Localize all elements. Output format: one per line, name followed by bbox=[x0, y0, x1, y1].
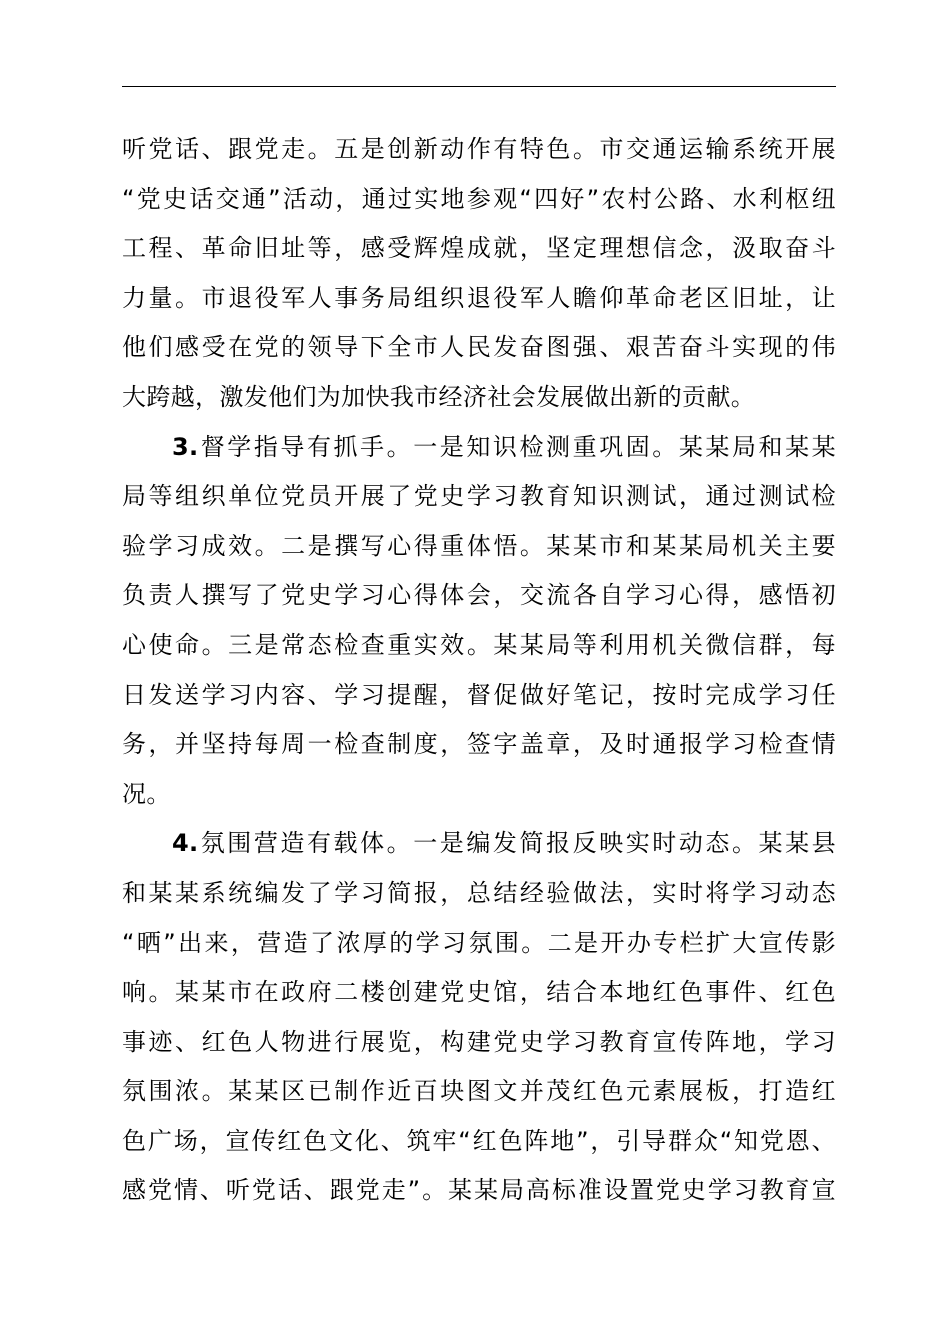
text-line: 力量。市退役军人事务局组织退役军人瞻仰革命老区旧址，让 bbox=[122, 283, 836, 312]
paragraph-number: 4. bbox=[172, 829, 199, 858]
paragraph-first-line bbox=[122, 819, 836, 869]
text-line: 色广场，宣传红色文化、筑牢“红色阵地”，引导群众“知党恩、 bbox=[122, 1126, 836, 1155]
body-text bbox=[122, 125, 836, 1216]
text-line: 负责人撰写了党史学习心得体会，交流各自学习心得，感悟初 bbox=[122, 581, 836, 610]
text-line: 局等组织单位党员开展了党史学习教育知识测试，通过测试检 bbox=[122, 482, 836, 511]
text-line: 工程、革命旧址等，感受辉煌成就，坚定理想信念，汲取奋斗 bbox=[122, 234, 836, 263]
text-line: 验学习成效。二是撰写心得重体悟。某某市和某某局机关主要 bbox=[122, 531, 836, 560]
text-line: 响。某某市在政府二楼创建党史馆，结合本地红色事件、红色 bbox=[122, 978, 836, 1007]
text-line: 况。 bbox=[122, 779, 171, 808]
text-line: “晒”出来，营造了浓厚的学习氛围。二是开办专栏扩大宣传影 bbox=[122, 928, 836, 957]
text-line: “党史话交通”活动，通过实地参观“四好”农村公路、水利枢纽 bbox=[122, 184, 836, 213]
text-line: 心使命。三是常态检查重实效。某某局等利用机关微信群，每 bbox=[122, 630, 836, 659]
text-line: 他们感受在党的领导下全市人民发奋图强、艰苦奋斗实现的伟 bbox=[122, 333, 836, 362]
text-line: 氛围营造有载体。一是编发简报反映实时动态。某某县 bbox=[198, 829, 836, 858]
text-line: 和某某系统编发了学习简报，总结经验做法，实时将学习动态 bbox=[122, 878, 836, 907]
text-line: 大跨越，激发他们为加快我市经济社会发展做出新的贡献。 bbox=[122, 382, 756, 411]
paragraph-number: 3. bbox=[172, 432, 199, 461]
text-line: 务，并坚持每周一检查制度，签字盖章，及时通报学习检查情 bbox=[122, 730, 836, 759]
text-line: 日发送学习内容、学习提醒，督促做好笔记，按时完成学习任 bbox=[122, 680, 836, 709]
text-line: 事迹、红色人物进行展览，构建党史学习教育宣传阵地，学习 bbox=[122, 1027, 836, 1056]
text-line: 听党话、跟党走。五是创新动作有特色。市交通运输系统开展 bbox=[122, 135, 836, 163]
header-rule bbox=[122, 86, 836, 87]
text-line: 感党情、听党话、跟党走”。某某局高标准设置党史学习教育宣 bbox=[122, 1176, 836, 1205]
paragraph-first-line bbox=[122, 423, 836, 473]
text-line: 督学指导有抓手。一是知识检测重巩固。某某局和某某 bbox=[198, 432, 836, 461]
text-line: 氛围浓。某某区已制作近百块图文并茂红色元素展板，打造红 bbox=[122, 1077, 836, 1106]
